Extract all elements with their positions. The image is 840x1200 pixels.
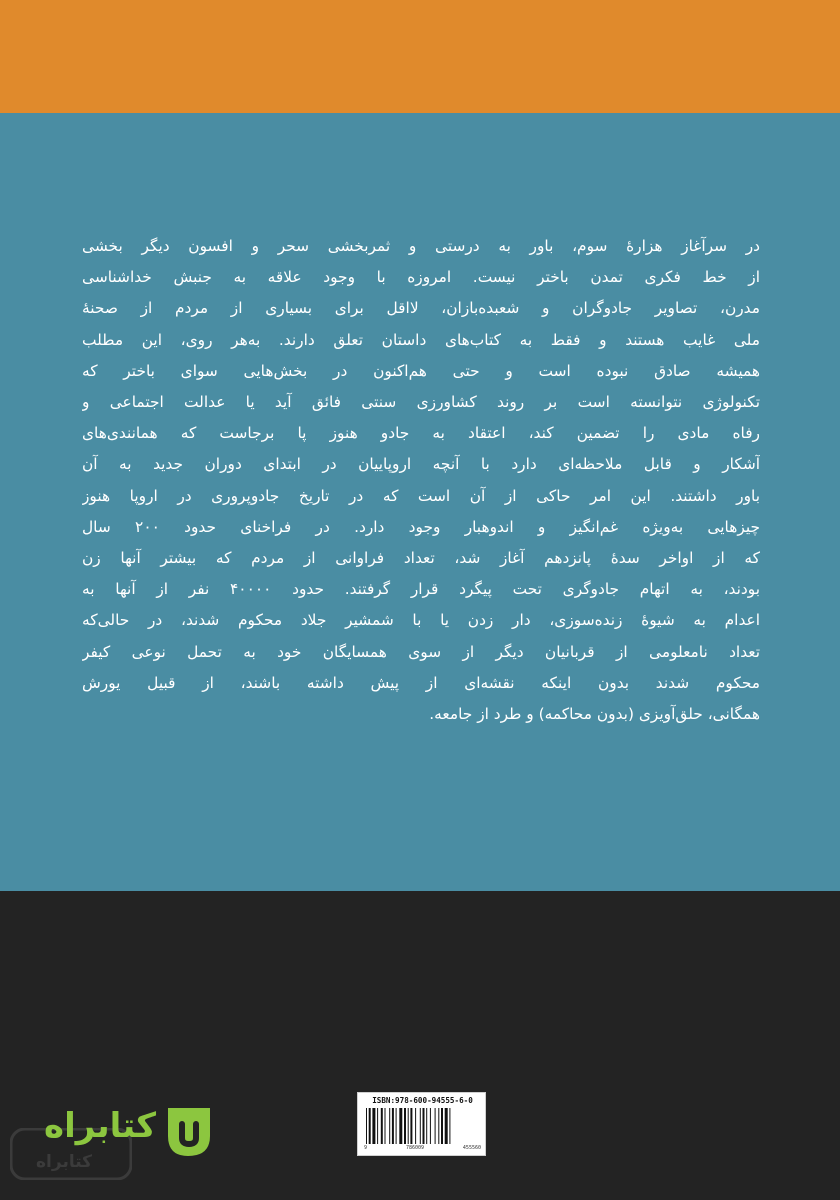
leaf-icon <box>160 1100 218 1160</box>
barcode-digit-group: 9 <box>364 1145 368 1151</box>
blurb-line: محکوم شدند بدون اینکه نقشه‌ای از پیش داشته باشند، از قبیل یورش <box>82 673 760 692</box>
blurb-line: تعداد نامعلومی از قربانیان دیگر از سوی همسایگان خود به تحمل نوعی کیفر <box>82 642 760 661</box>
blurb-line: همگانی، حلق‌آویزی (بدون محاکمه) و طرد از جامعه. <box>429 705 760 724</box>
blurb-line: رفاه مادی را تضمین کند، اعتقاد به جادو هنوز پا برجاست که همانندی‌های <box>82 424 760 443</box>
top-orange-band <box>0 0 840 113</box>
barcode-digits <box>364 1145 481 1151</box>
blurb-line: که از اواخر سدهٔ پانزدهم آغاز شد، تعداد فراوانی از مردم که بیشتر آنها زن <box>82 549 760 568</box>
blurb-line: بودند، به اتهام جادوگری تحت پیگرد قرار گرفتند. حدود ۴۰۰۰۰ نفر از آنها به <box>82 580 760 599</box>
logo-text: کتابراه <box>44 1106 157 1146</box>
blurb-line: در سرآغاز هزارهٔ سوم، باور به درستی و ثمربخشی سحر و افسون دیگر بخشی <box>82 237 760 255</box>
blurb-line: آشکار و قابل ملاحظه‌ای دارد با آنچه اروپاییان در ابتدای دوران جدید به آن <box>82 455 760 474</box>
barcode-bars <box>364 1108 481 1144</box>
blurb-line: چیزهایی به‌ویژه غم‌انگیز و اندوهبار وجود دارد. در فراخنای حدود ۲۰۰ سال <box>82 517 760 536</box>
blurb-line: مدرن، تصاویر جادوگران و شعبده‌بازان، لااقل برای بسیاری از مردم از صحنهٔ <box>82 299 760 318</box>
barcode-digit-group: 786009 <box>405 1145 424 1151</box>
blurb-line: باور داشتند. این امر حاکی از آن است که در تاریخ جادوپروری در اروپا هنوز <box>82 486 760 505</box>
blurb-line: ملی غایب هستند و فقط به کتاب‌های داستان تعلق دارند. به‌هر روی، این مطلب <box>82 330 760 349</box>
blurb-line: همیشه صادق نبوده است و حتی هم‌اکنون در بخش‌هایی سوای باختر که <box>82 361 760 380</box>
blurb-line: تکنولوژی نتوانسته است بر روند کشاورزی سنتی فائق آید یا عدالت اجتماعی و <box>82 393 760 412</box>
back-cover-blurb <box>82 231 760 730</box>
isbn-barcode <box>357 1092 486 1156</box>
publisher-logo <box>10 1098 220 1184</box>
blurb-line: اعدام به شیوهٔ زنده‌سوزی، دار زدن یا با شمشیر جلاد محکوم شدند، در حالی‌که <box>82 611 760 630</box>
barcode-digit-group: 455560 <box>462 1145 481 1151</box>
blurb-line: از خط فکری تمدن باختر نیست. امروزه با وجود علاقه به جنبش خداشناسی <box>82 268 760 287</box>
logo-watermark-text: کتابراه <box>36 1152 93 1172</box>
isbn-label: ISBN:978-600-94555-6-0 <box>372 1096 473 1105</box>
